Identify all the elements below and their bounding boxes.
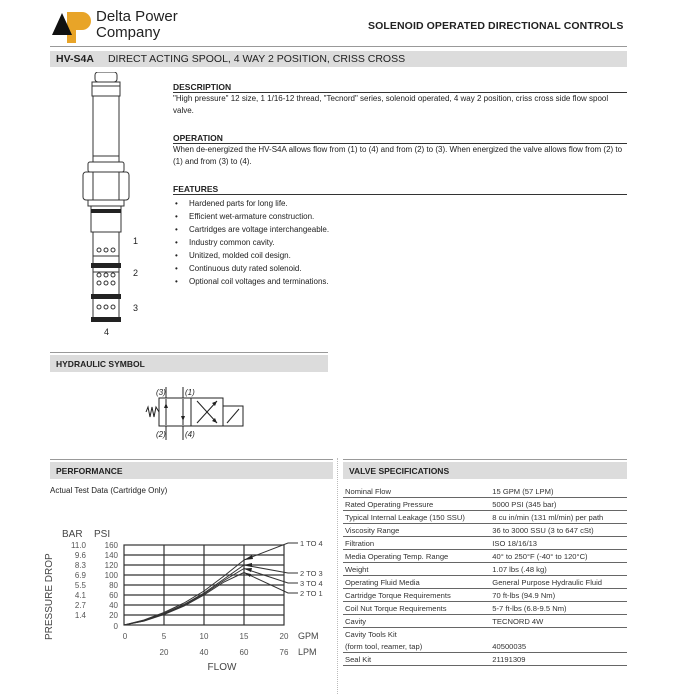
spec-row <box>343 511 627 524</box>
y-tick-psi: 140 <box>104 551 118 560</box>
y-tick-bar: 2.7 <box>74 601 86 610</box>
spec-value: 21191309 <box>490 653 627 666</box>
spec-value: 15 GPM (57 LPM) <box>490 485 627 498</box>
pressure-drop-chart <box>40 525 340 675</box>
spec-value <box>490 628 627 641</box>
spec-label: Cavity <box>343 615 490 628</box>
chart-ylabel: PRESSURE DROP <box>44 553 55 640</box>
legend-2-to-1: 2 TO 1 <box>300 589 323 598</box>
series-3-to-4 <box>124 569 244 626</box>
spec-row <box>343 653 627 666</box>
spec-value: 5000 PSI (345 bar) <box>490 498 627 511</box>
specs-divider <box>343 459 627 460</box>
spec-label: Nominal Flow <box>343 485 490 498</box>
hydraulic-divider <box>50 352 328 353</box>
x-unit-gpm: GPM <box>298 631 319 641</box>
spec-value: 36 to 3000 SSU (3 to 647 cSt) <box>490 524 627 537</box>
spec-row <box>343 550 627 563</box>
spec-label: Coil Nut Torque Requirements <box>343 602 490 615</box>
operation-heading: OPERATION <box>173 133 627 144</box>
legend-2-to-3: 2 TO 3 <box>300 569 323 578</box>
y-tick-bar: 6.9 <box>74 571 86 580</box>
spec-label: Media Operating Temp. Range <box>343 550 490 563</box>
x-tick-gpm: 10 <box>199 632 209 641</box>
spec-value: General Purpose Hydraulic Fluid <box>490 576 627 589</box>
spec-label: Operating Fluid Media <box>343 576 490 589</box>
cartridge-valve-illustration <box>78 72 138 342</box>
company-logo-icon <box>52 9 92 43</box>
features-section <box>173 184 627 288</box>
spec-label: Cavity Tools Kit <box>345 629 397 639</box>
spec-label: Rated Operating Pressure <box>343 498 490 511</box>
y-unit-bar: BAR <box>62 529 83 540</box>
valve-specifications-heading: VALVE SPECIFICATIONS <box>343 462 627 479</box>
y-tick-psi: 160 <box>104 541 118 550</box>
spec-value: 8 cu in/min (131 ml/min) per path <box>490 511 627 524</box>
x-tick-lpm: 40 <box>199 648 209 657</box>
spec-row <box>343 589 627 602</box>
spec-value: TECNORD 4W <box>490 615 627 628</box>
features-heading: FEATURES <box>173 184 627 195</box>
y-tick-psi: 0 <box>113 622 118 631</box>
spec-value: 40500035 <box>490 640 627 653</box>
x-tick-gpm: 15 <box>239 632 249 641</box>
symbol-port-1: (1) <box>185 388 195 397</box>
y-tick-psi: 120 <box>104 561 118 570</box>
y-tick-bar: 11.0 <box>71 541 86 550</box>
document-section-title: SOLENOID OPERATED DIRECTIONAL CONTROLS <box>368 20 624 32</box>
spec-value: 40° to 250°F (-40° to 120°C) <box>490 550 627 563</box>
x-tick-gpm: 0 <box>122 632 128 641</box>
hydraulic-symbol-heading: HYDRAULIC SYMBOL <box>50 355 328 372</box>
company-name-line1: Delta Power <box>96 8 178 25</box>
port-label-3: 3 <box>133 303 139 313</box>
legend-1-to-4: 1 TO 4 <box>300 539 323 548</box>
spec-value: 70 ft-lbs (94.9 Nm) <box>490 589 627 602</box>
legend-3-to-4: 3 TO 4 <box>300 579 323 588</box>
spec-label: Typical Internal Leakage (150 SSU) <box>343 511 490 524</box>
spec-row <box>343 485 627 498</box>
spec-row <box>343 602 627 615</box>
product-title-bar <box>50 51 627 67</box>
spec-label: (form tool, reamer, tap) <box>343 640 490 653</box>
series-2-to-1 <box>124 573 244 626</box>
spec-value: ISO 18/16/13 <box>490 537 627 550</box>
operation-text: When de-energized the HV-S4A allows flow from (1) to (4) and from (2) to (3). When energized the valve allows flow from (2) to (1) and from (3) to (4). <box>173 145 623 166</box>
description-section <box>173 82 631 117</box>
performance-divider <box>50 459 333 460</box>
description-text: "High pressure" 12 size, 1 1/16-12 thread, "Tecnord" series, solenoid operated, 4 way 2 position, criss cross side flow spool valve. <box>173 94 609 115</box>
y-tick-bar: 5.5 <box>74 581 86 590</box>
symbol-port-2: (2) <box>156 430 166 439</box>
header-divider <box>50 46 627 47</box>
feature-item: • Continuous duty rated solenoid. <box>173 262 627 275</box>
product-code: HV-S4A <box>56 53 94 65</box>
feature-item: • Efficient wet-armature construction. <box>173 210 627 223</box>
y-tick-bar: 8.3 <box>74 561 86 570</box>
feature-item: • Cartridges are voltage interchangeable. <box>173 223 627 236</box>
spec-row <box>343 576 627 589</box>
x-unit-lpm: LPM <box>298 647 317 657</box>
feature-item: • Unitized, molded coil design. <box>173 249 627 262</box>
y-tick-bar: 1.4 <box>74 611 86 620</box>
x-tick-lpm: 20 <box>159 648 169 657</box>
spec-row <box>343 524 627 537</box>
x-tick-gpm: 5 <box>161 632 167 641</box>
performance-subtitle: Actual Test Data (Cartridge Only) <box>50 486 168 495</box>
feature-item: • Industry common cavity. <box>173 236 627 249</box>
column-divider <box>337 458 338 694</box>
description-heading: DESCRIPTION <box>173 82 627 93</box>
port-label-1: 1 <box>133 236 139 246</box>
port-label-2: 2 <box>133 268 139 278</box>
performance-heading: PERFORMANCE <box>50 462 333 479</box>
y-unit-psi: PSI <box>94 529 111 540</box>
symbol-port-3: (3) <box>156 388 166 397</box>
spec-label: Weight <box>343 563 490 576</box>
spec-label: Filtration <box>343 537 490 550</box>
spec-row <box>343 498 627 511</box>
spec-row <box>343 563 627 576</box>
spec-row <box>343 640 627 653</box>
spec-label: Viscosity Range <box>343 524 490 537</box>
spec-value: 5-7 ft-lbs (6.8-9.5 Nm) <box>490 602 627 615</box>
x-tick-lpm: 76 <box>279 648 289 657</box>
y-tick-psi: 100 <box>104 571 118 580</box>
x-tick-lpm: 60 <box>239 648 249 657</box>
y-tick-psi: 80 <box>109 581 118 590</box>
features-list <box>173 197 627 288</box>
company-name <box>96 9 178 41</box>
spec-value: 1.07 lbs (.48 kg) <box>490 563 627 576</box>
company-name-line2: Company <box>96 24 161 41</box>
spec-row <box>343 615 627 628</box>
spec-label: Seal Kit <box>343 653 490 666</box>
y-tick-bar: 4.1 <box>74 591 86 600</box>
y-tick-psi: 60 <box>109 591 118 600</box>
valve-specifications-table <box>343 485 627 666</box>
operation-section <box>173 133 631 168</box>
product-title: DIRECT ACTING SPOOL, 4 WAY 2 POSITION, CRISS CROSS <box>107 53 406 65</box>
y-tick-psi: 20 <box>109 611 118 620</box>
y-tick-bar: 9.6 <box>74 551 86 560</box>
spec-row <box>343 628 627 641</box>
feature-item: • Optional coil voltages and terminations. <box>173 275 627 288</box>
spec-label: Cartridge Torque Requirements <box>343 589 490 602</box>
symbol-port-4: (4) <box>185 430 195 439</box>
x-tick-gpm: 20 <box>279 632 289 641</box>
port-label-4: 4 <box>104 327 110 337</box>
feature-item: • Hardened parts for long life. <box>173 197 627 210</box>
y-tick-psi: 40 <box>109 601 118 610</box>
spec-row <box>343 537 627 550</box>
chart-xlabel: FLOW <box>207 662 237 673</box>
